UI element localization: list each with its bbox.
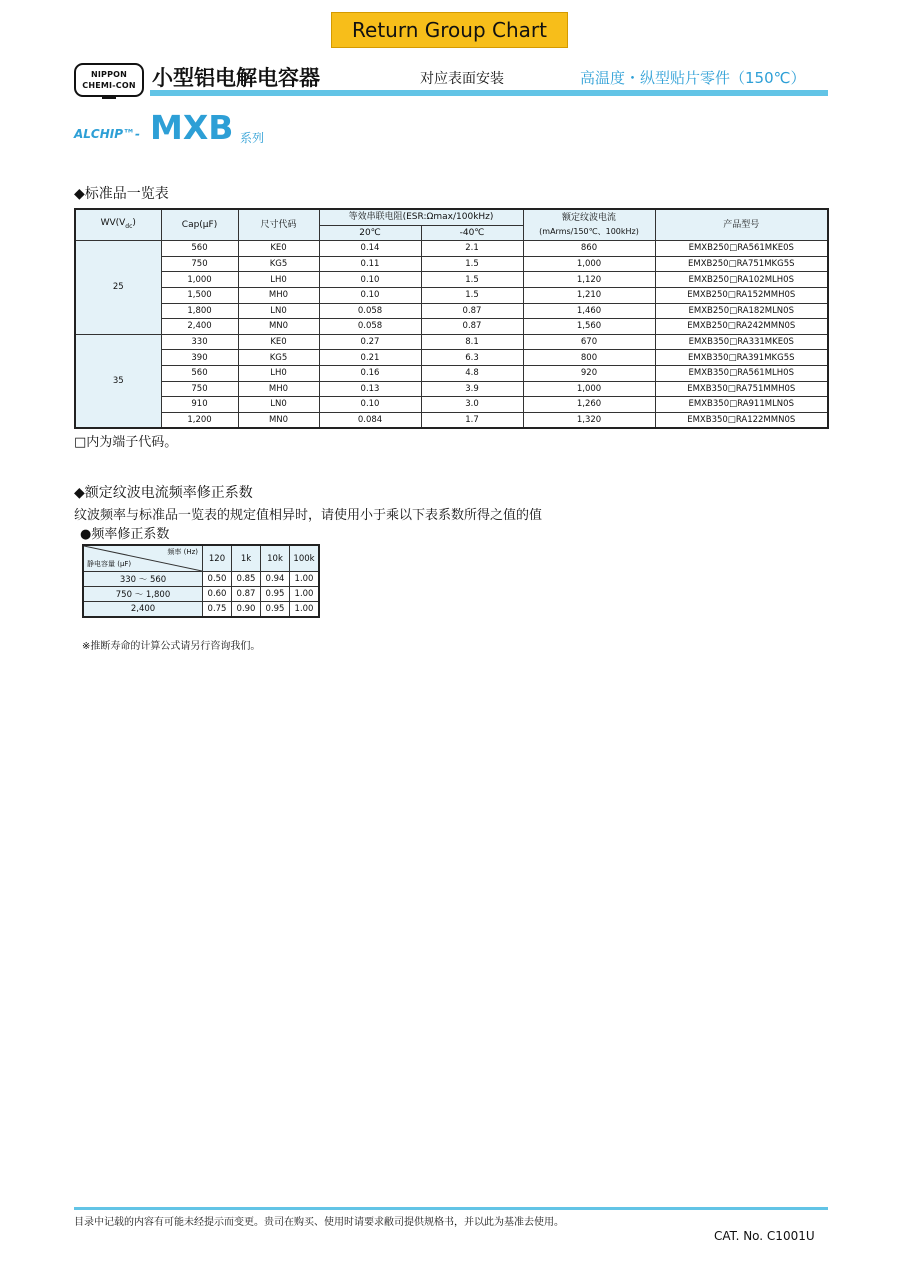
wv-cell: 25 [75,241,161,335]
esr20-cell: 0.058 [319,319,421,335]
esr20-cell: 0.058 [319,303,421,319]
standard-products-table [74,208,829,429]
esrm40-cell: 1.5 [421,256,523,272]
capacitance-range-cell: 2,400 [83,602,203,618]
coefficient-cell: 1.00 [290,572,320,587]
cap-cell: 560 [161,241,238,257]
return-group-chart-button[interactable]: Return Group Chart [331,12,568,48]
size-cell: KG5 [238,256,319,272]
frequency-column-header: 100k [290,545,320,572]
cap-cell: 560 [161,365,238,381]
part-cell: EMXB250□RA102MLH0S [655,272,828,288]
ripple-cell: 1,560 [523,319,655,335]
frequency-description: 纹波频率与标准品一览表的规定值相异时，请使用小于乘以下表系数所得之值的值 [74,508,543,523]
esr20-cell: 0.10 [319,287,421,303]
esrm40-cell: 0.87 [421,303,523,319]
esr20-cell: 0.27 [319,334,421,350]
header-wv: $WV(V_{dc})$ [75,209,161,241]
cap-cell: 1,200 [161,412,238,428]
cap-cell: 1,500 [161,287,238,303]
part-cell: EMXB250□RA152MMH0S [655,287,828,303]
corner-frequency-label: 频率 (Hz) [167,548,198,556]
esrm40-cell: 8.1 [421,334,523,350]
size-cell: MN0 [238,319,319,335]
catalog-number: CAT. No. C1001U [714,1229,815,1243]
size-cell: MH0 [238,381,319,397]
size-cell: KE0 [238,334,319,350]
esr20-cell: 0.16 [319,365,421,381]
table-row [75,319,828,335]
footer-disclaimer: 目录中记载的内容有可能未经提示而变更。贵司在购买、使用时请要求敝司提供规格书，并以此为基准去使用。 [74,1217,564,1228]
esr20-cell: 0.10 [319,397,421,413]
brand-prefix: ALCHIP™- [74,127,141,141]
coefficient-cell: 0.50 [203,572,232,587]
table-row [75,287,828,303]
table-row [75,272,828,288]
coefficient-cell: 0.90 [232,602,261,618]
table-row [75,412,828,428]
esrm40-cell: 0.87 [421,319,523,335]
esrm40-cell: 6.3 [421,350,523,366]
logo-tab-decoration [102,95,116,99]
frequency-subtitle: ●频率修正系数 [80,527,170,542]
esr20-cell: 0.14 [319,241,421,257]
size-cell: LH0 [238,272,319,288]
header-esr-20c: 20℃ [319,225,421,241]
esr20-cell: 0.10 [319,272,421,288]
coefficient-cell: 0.75 [203,602,232,618]
table-row [75,397,828,413]
page-subtitle: 对应表面安装 [420,71,504,87]
ripple-cell: 860 [523,241,655,257]
ripple-cell: 1,000 [523,256,655,272]
coefficient-cell: 0.60 [203,587,232,602]
table-row [83,572,319,587]
capacitance-range-cell: 330 ～ 560 [83,572,203,587]
coefficient-cell: 0.95 [261,587,290,602]
frequency-section-title: ◆额定纹波电流频率修正系数 [74,485,253,501]
part-cell: EMXB350□RA911MLN0S [655,397,828,413]
frequency-column-header: 10k [261,545,290,572]
header-cap: Cap(μF) [161,209,238,241]
table-row [83,587,319,602]
logo-line-2: CHEMI-CON [82,81,136,90]
size-cell: LH0 [238,365,319,381]
header-rule [150,90,828,96]
table-row [75,303,828,319]
esrm40-cell: 4.8 [421,365,523,381]
part-cell: EMXB350□RA122MMN0S [655,412,828,428]
ripple-cell: 1,260 [523,397,655,413]
esrm40-cell: 1.7 [421,412,523,428]
header-ripple: 额定纹波电流 (mArms/150℃、100kHz) [523,209,655,241]
table-row [75,365,828,381]
frequency-correction-table [82,544,320,618]
esr20-cell: 0.21 [319,350,421,366]
ripple-cell: 1,120 [523,272,655,288]
series-suffix: 系列 [240,131,265,145]
ripple-cell: 1,320 [523,412,655,428]
coefficient-cell: 0.95 [261,602,290,618]
coefficient-cell: 1.00 [290,602,320,618]
ripple-cell: 1,210 [523,287,655,303]
wv-cell: 35 [75,334,161,428]
frequency-column-header: 120 [203,545,232,572]
table-row [83,602,319,618]
part-cell: EMXB250□RA242MMN0S [655,319,828,335]
page-title: 小型铝电解电容器 [152,66,320,90]
size-cell: LN0 [238,397,319,413]
part-cell: EMXB350□RA391MKG5S [655,350,828,366]
standard-table-title: ◆标准品一览表 [74,186,169,202]
coefficient-cell: 0.85 [232,572,261,587]
part-cell: EMXB250□RA561MKE0S [655,241,828,257]
part-cell: EMXB350□RA331MKE0S [655,334,828,350]
footer-rule [74,1207,828,1210]
cap-cell: 2,400 [161,319,238,335]
header-size-code: 尺寸代码 [238,209,319,241]
esrm40-cell: 1.5 [421,287,523,303]
life-calculation-note: ※推断寿命的计算公式请另行咨询我们。 [82,641,261,652]
table-row [75,256,828,272]
table-row [75,334,828,350]
part-cell: EMXB350□RA751MMH0S [655,381,828,397]
cap-cell: 1,800 [161,303,238,319]
header-esr: 等效串联电阻(ESR:Ωmax/100kHz) [319,209,523,225]
ripple-cell: 1,000 [523,381,655,397]
feature-title: 高温度・纵型贴片零件（150℃） [580,69,806,87]
esr20-cell: 0.13 [319,381,421,397]
part-cell: EMXB250□RA751MKG5S [655,256,828,272]
header-part-number: 产品型号 [655,209,828,241]
esr20-cell: 0.11 [319,256,421,272]
frequency-column-header: 1k [232,545,261,572]
ripple-cell: 670 [523,334,655,350]
cap-cell: 910 [161,397,238,413]
ripple-cell: 1,460 [523,303,655,319]
coefficient-cell: 0.94 [261,572,290,587]
size-cell: KE0 [238,241,319,257]
coefficient-cell: 1.00 [290,587,320,602]
esrm40-cell: 1.5 [421,272,523,288]
standard-table-body [75,241,828,429]
table-row [75,350,828,366]
cap-cell: 750 [161,256,238,272]
cap-cell: 750 [161,381,238,397]
part-cell: EMXB250□RA182MLN0S [655,303,828,319]
esr20-cell: 0.084 [319,412,421,428]
cap-cell: 330 [161,334,238,350]
table-row [75,381,828,397]
header-esr-minus40c: -40℃ [421,225,523,241]
ripple-cell: 920 [523,365,655,381]
esrm40-cell: 2.1 [421,241,523,257]
table-row [75,241,828,257]
esrm40-cell: 3.0 [421,397,523,413]
size-cell: LN0 [238,303,319,319]
frequency-table-body [83,572,319,618]
logo-line-1: NIPPON [90,70,128,79]
cap-cell: 390 [161,350,238,366]
terminal-code-note: □内为端子代码。 [74,435,178,450]
ripple-cell: 800 [523,350,655,366]
size-cell: KG5 [238,350,319,366]
size-cell: MH0 [238,287,319,303]
nippon-chemi-con-logo [74,63,144,97]
frequency-corner-cell [83,545,203,572]
cap-cell: 1,000 [161,272,238,288]
coefficient-cell: 0.87 [232,587,261,602]
capacitance-range-cell: 750 ～ 1,800 [83,587,203,602]
part-cell: EMXB350□RA561MLH0S [655,365,828,381]
size-cell: MN0 [238,412,319,428]
series-name: MXB [150,108,234,147]
esrm40-cell: 3.9 [421,381,523,397]
corner-capacitance-label: 静电容量 (μF) [87,560,132,568]
